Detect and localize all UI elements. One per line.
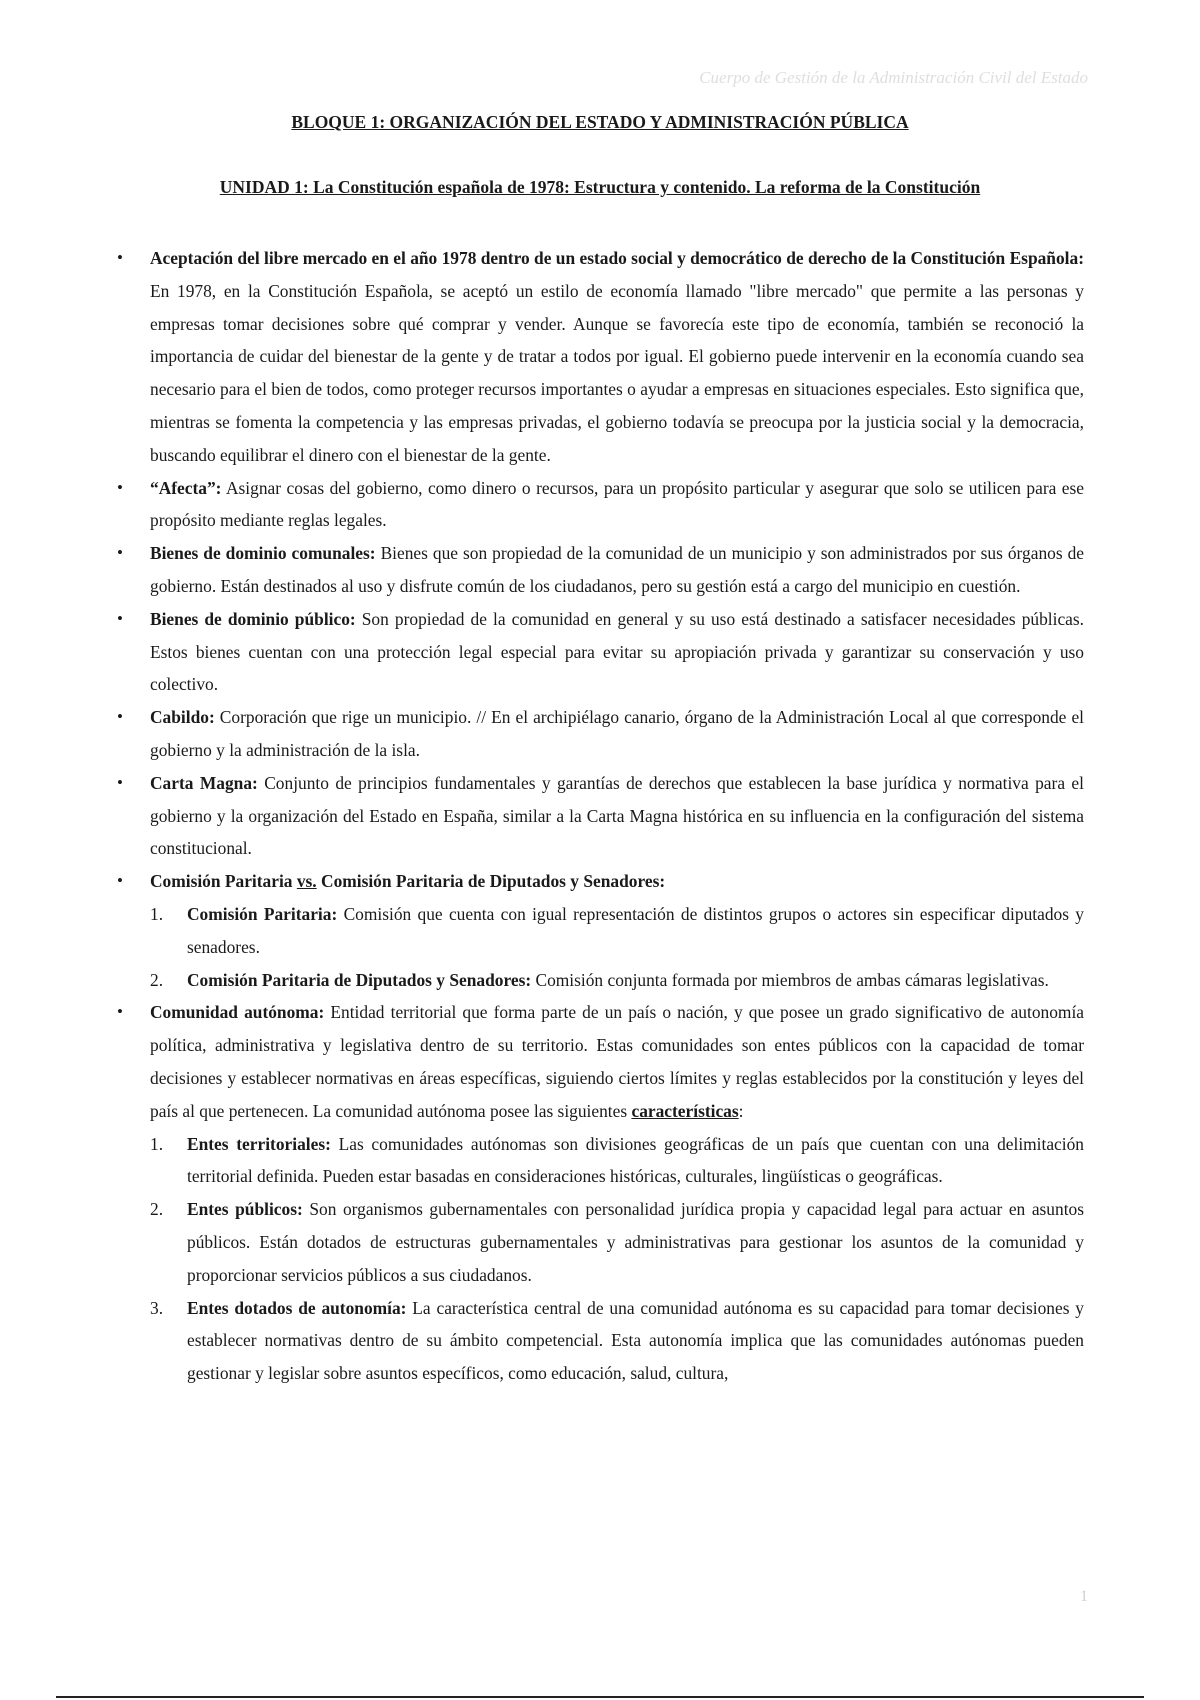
glossary-term: Cabildo:: [150, 707, 215, 728]
glossary-definition: Son propiedad de la comunidad en general y su uso está destinado a satisfacer necesidades públicas. Estos bienes cuentan con una protección legal especial para evitar su apropiación privada y garantizar su conservación y uso colectivo.: [150, 608, 1084, 695]
bullet-icon: •: [117, 543, 123, 563]
sub-item-number: 2.: [150, 1199, 164, 1220]
sub-item: [150, 898, 1084, 964]
bullet-icon: •: [117, 477, 123, 497]
bullet-icon: •: [117, 707, 123, 727]
sub-item-definition: Comisión que cuenta con igual representación de distintos grupos o actores sin especificar diputados y senadores.: [187, 903, 1084, 957]
underlined-keyword: características: [631, 1100, 739, 1121]
glossary-definition: Corporación que rige un municipio. // En el archipiélago canario, órgano de la Administración Local al que corresponde el gobierno y la administración de la isla.: [150, 707, 1084, 760]
glossary-definition: En 1978, en la Constitución Española, se aceptó un estilo de economía llamado "libre mercado" que permite a las personas y empresas tomar decisiones sobre qué comprar y vender. Aunque se favorecía este tipo de economía, también se reconoció la importancia de cuidar del bienestar de la gente y de tratar a todos por igual. El gobierno puede intervenir en la economía cuando sea necesario para el bien de todos, como proteger recursos importantes o ayudar a empresas en situaciones especiales. Esto significa que, mientras se fomenta la competencia y las empresas privadas, el gobierno todavía se preocupa por la justicia social y la democracia, buscando equilibrar el dinero con el bienestar de la gente.: [150, 280, 1084, 465]
bloque-title: BLOQUE 1: ORGANIZACIÓN DEL ESTADO Y ADMINISTRACIÓN PÚBLICA: [291, 112, 909, 132]
glossary-item-afecta: [117, 472, 1084, 538]
bullet-icon: •: [117, 608, 123, 628]
sub-item-term: Comisión Paritaria:: [187, 903, 338, 924]
glossary-term: Carta Magna:: [150, 772, 258, 793]
glossary-term: Bienes de dominio público:: [150, 608, 356, 629]
sub-item-number: 1.: [150, 903, 164, 924]
glossary-definition: Conjunto de principios fundamentales y garantías de derechos que establecen la base jurídica y normativa para el gobierno y la organización del Estado en España, similar a la Carta Magna histórica en su influencia en la configuración del sistema constitucional.: [150, 772, 1084, 859]
glossary-term: Comunidad autónoma:: [150, 1002, 325, 1023]
unidad-title: UNIDAD 1: La Constitución española de 1978: Estructura y contenido. La reforma de la Constitución: [219, 177, 981, 197]
sub-item-definition: La característica central de una comunidad autónoma es su capacidad para tomar decisiones y establecer normativas dentro de su ámbito competencial. Esta autonomía implica que las comunidades autónomas pueden gestionar y legislar sobre asuntos específicos, como educación, salud, cultura,: [187, 1297, 1084, 1384]
glossary-definition: Entidad territorial que forma parte de un país o nación, y que posee un grado significativo de autonomía política, administrativa y legislativa dentro de su territorio. Estas comunidades son entes públicos con la capacidad de tomar decisiones y establecer normativas en áreas específicas, siguiendo ciertos límites y reglas establecidos por la constitución y leyes del país al que pertenecen. La comunidad autónoma posee las siguientes: [150, 1002, 1084, 1121]
sub-item: [150, 1193, 1084, 1291]
glossary-item-cabildo: [117, 701, 1084, 767]
glossary-term: “Afecta”:: [150, 477, 222, 498]
sub-item: [150, 1292, 1084, 1390]
sub-item-number: 3.: [150, 1297, 164, 1318]
glossary-definition: Bienes que son propiedad de la comunidad de un municipio y son administrados por sus órganos de gobierno. Están destinados al uso y disfrute común de los ciudadanos, pero su gestión está a cargo del municipio en cuestión.: [150, 543, 1084, 596]
sub-item: [150, 1128, 1084, 1194]
glossary-term: Bienes de dominio comunales:: [150, 543, 376, 564]
footer-divider: [56, 1696, 1144, 1698]
sub-item-definition: Comisión conjunta formada por miembros de ambas cámaras legislativas.: [531, 969, 1049, 990]
glossary-item-comunidad: [117, 996, 1084, 1127]
sub-item-definition: Son organismos gubernamentales con personalidad jurídica propia y capacidad legal para actuar en asuntos públicos. Están dotados de estructuras gubernamentales y administrativas para gestionar los asuntos de la comunidad y proporcionar servicios públicos a sus ciudadanos.: [187, 1199, 1084, 1285]
bullet-icon: •: [117, 772, 123, 792]
sub-item-definition: Las comunidades autónomas son divisiones geográficas de un país que cuentan con una delimitación territorial definida. Pueden estar basadas en consideraciones históricas, culturales, lingüísticas o geográficas.: [187, 1133, 1084, 1187]
bullet-icon: •: [117, 871, 123, 891]
sub-item-term: Entes dotados de autonomía:: [187, 1297, 407, 1318]
glossary-item-carta-magna: [117, 767, 1084, 865]
sub-item-term: Entes territoriales:: [187, 1133, 331, 1154]
glossary-item-bienes-comunales: [117, 537, 1084, 603]
glossary-term-secondary: Comisión Paritaria de Diputados y Senadores:: [316, 871, 666, 892]
glossary-term: Aceptación del libre mercado en el año 1978 dentro de un estado social y democrático de derecho de la Constitución Española:: [150, 248, 1084, 268]
sub-item: [150, 964, 1084, 997]
bullet-icon: •: [117, 248, 123, 267]
glossary-list: [117, 242, 1084, 1390]
bullet-icon: •: [117, 1002, 123, 1022]
sub-item-term: Comisión Paritaria de Diputados y Senadores:: [187, 969, 532, 990]
glossary-item-bienes-publico: [117, 603, 1084, 701]
vs-label: vs.: [296, 871, 317, 892]
sub-item-number: 2.: [150, 969, 164, 990]
sub-item-term: Entes públicos:: [187, 1199, 303, 1220]
glossary-definition: Asignar cosas del gobierno, como dinero o recursos, para un propósito particular y asegurar que solo se utilicen para ese propósito mediante reglas legales.: [150, 477, 1084, 531]
glossary-term: Comisión Paritaria: [150, 871, 297, 892]
running-header: Cuerpo de Gestión de la Administración Civil del Estado: [699, 68, 1088, 87]
glossary-item-comision: [117, 865, 1084, 898]
sub-item-number: 1.: [150, 1133, 164, 1154]
page-number: 1: [1080, 1588, 1088, 1605]
definition-tail: :: [738, 1100, 744, 1121]
glossary-item-libre-mercado: [117, 242, 1084, 472]
